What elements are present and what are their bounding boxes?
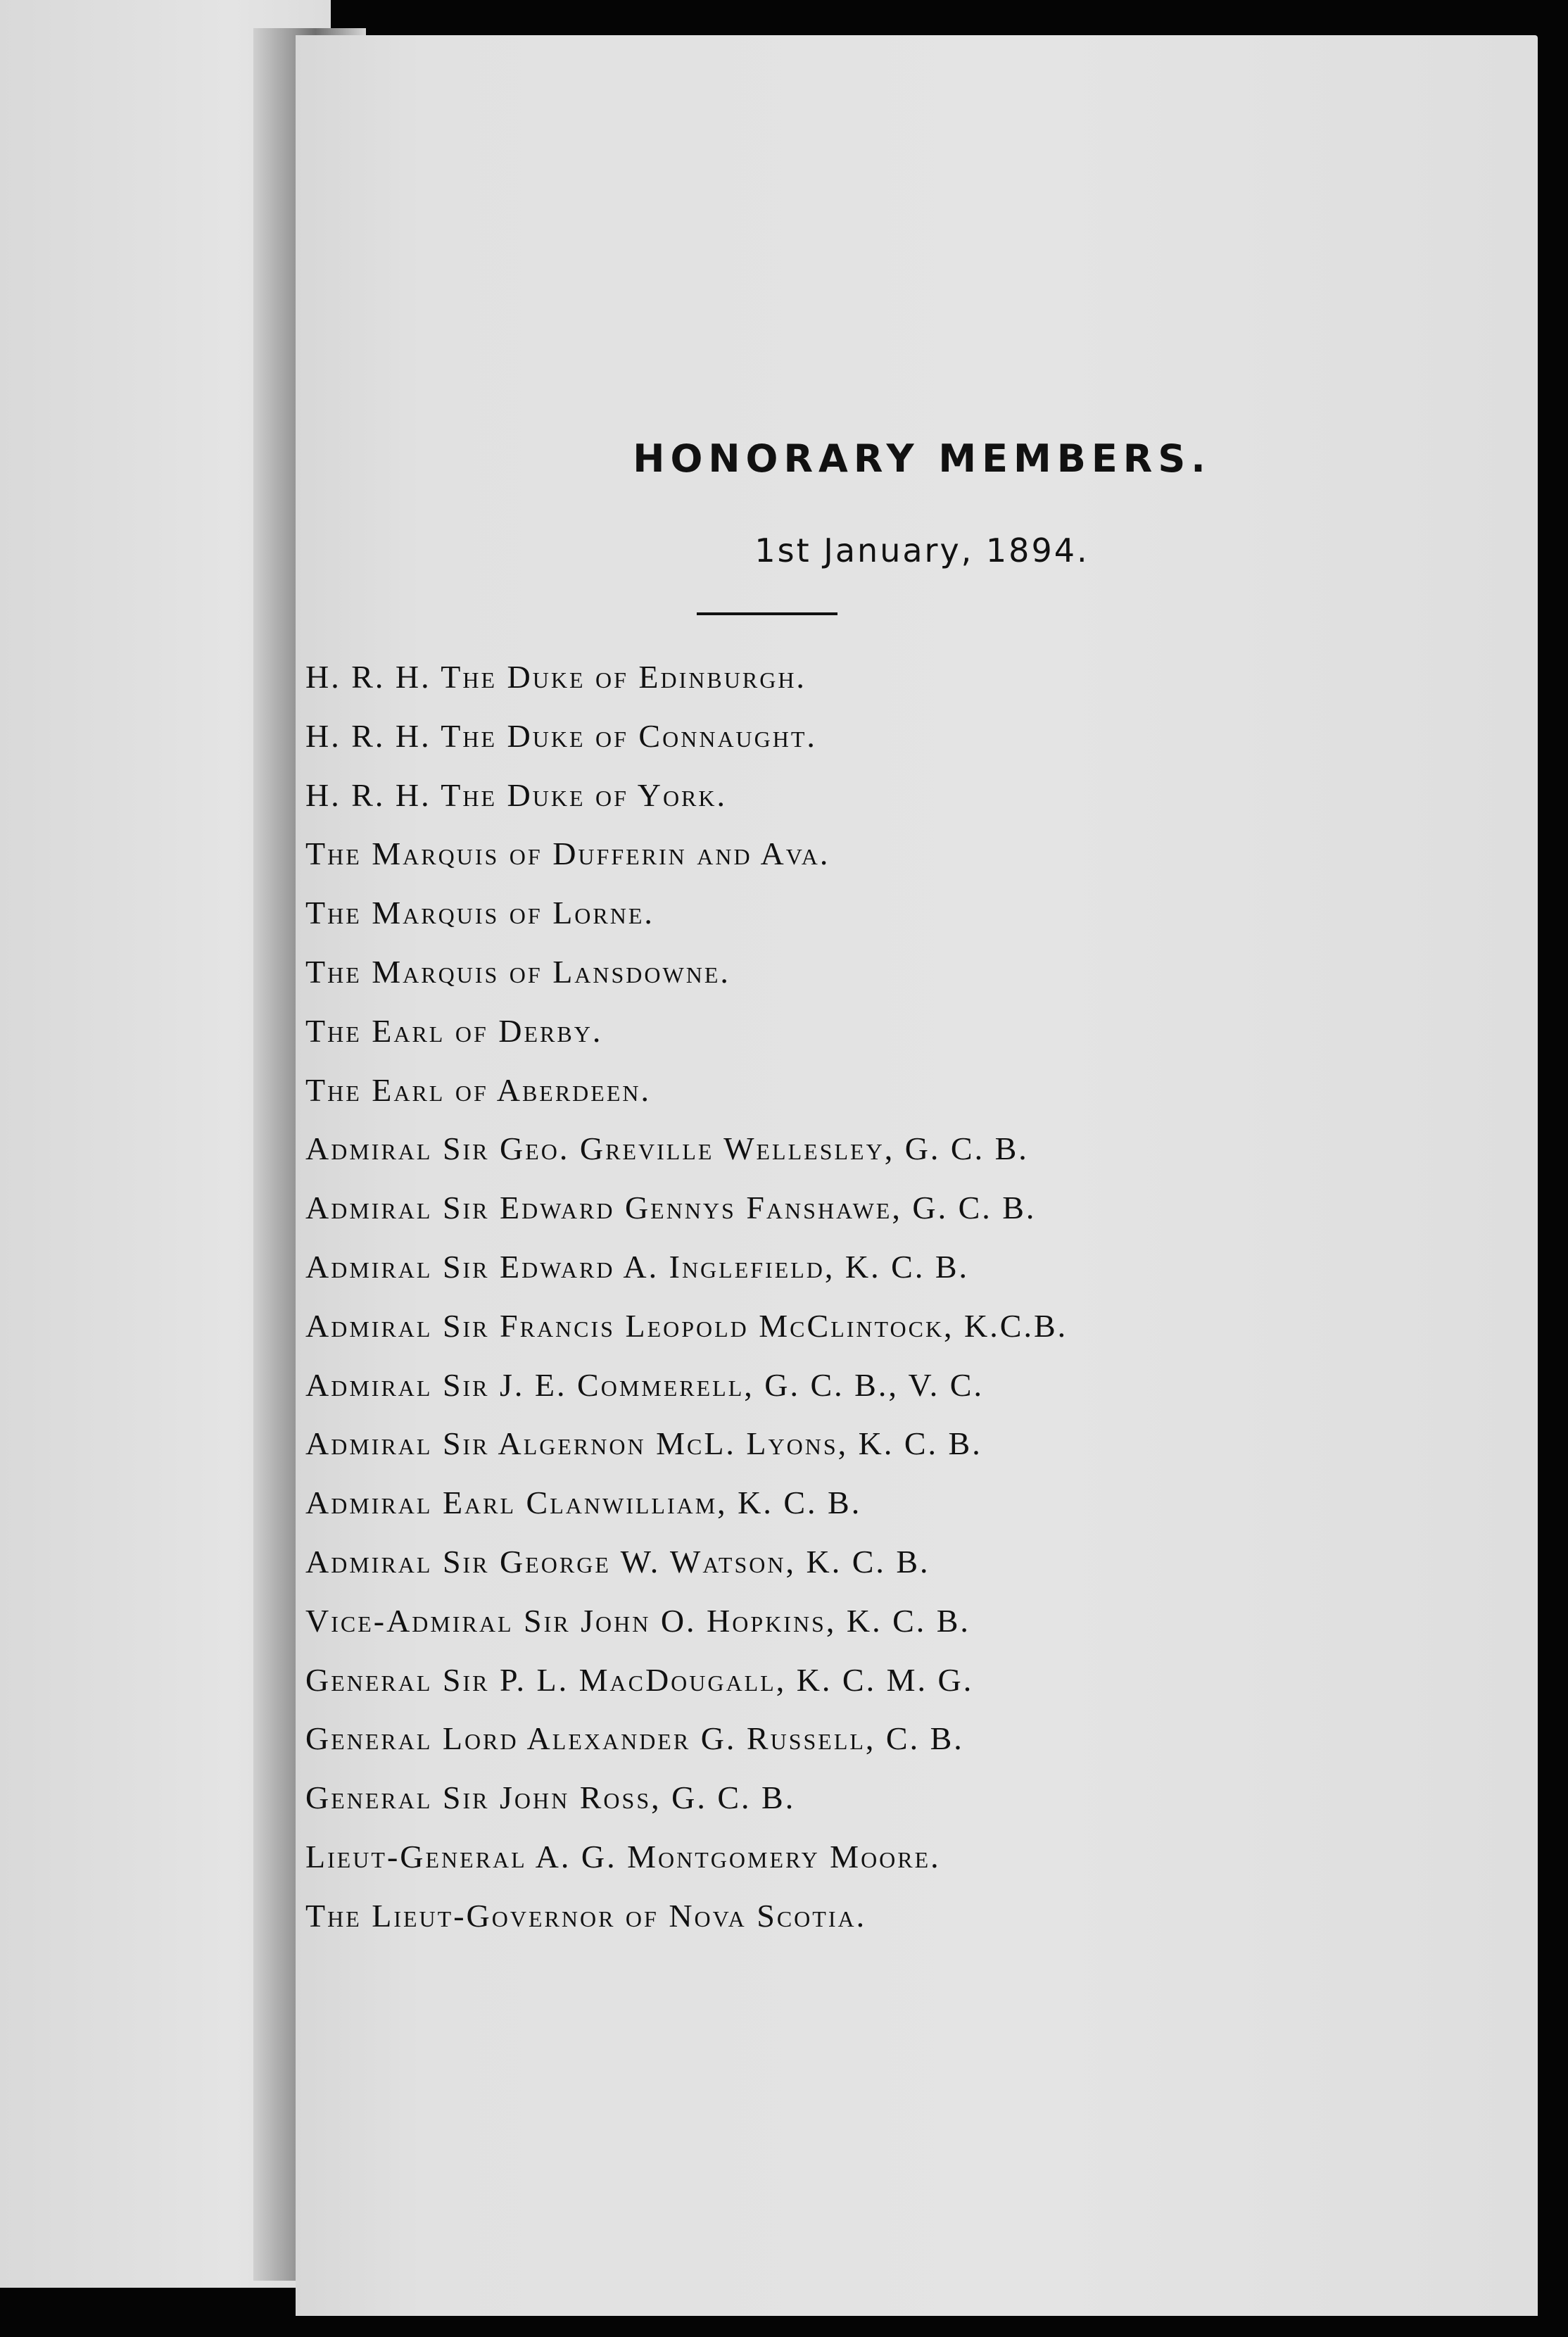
list-item: H. R. H. The Duke of York. [305,776,728,813]
list-item: The Lieut-Governor of Nova Scotia. [305,1897,867,1934]
list-item: The Marquis of Lorne. [305,895,655,931]
list-item: General Sir P. L. MacDougall, K. C. M. G. [305,1661,974,1698]
list-item: Admiral Sir Francis Leopold McClintock, K.C.B. [305,1307,1068,1344]
list-item: The Marquis of Dufferin and Ava. [305,836,830,872]
list-item: General Sir John Ross, G. C. B. [305,1779,796,1816]
list-item: The Marquis of Lansdowne. [305,953,731,990]
list-item: Admiral Sir Edward A. Inglefield, K. C. B. [305,1248,969,1285]
list-item: H. R. H. The Duke of Edinburgh. [305,659,807,695]
page-content [296,35,1538,2316]
page-title: HONORARY MEMBERS. [633,436,1211,481]
list-item: Admiral Earl Clanwilliam, K. C. B. [305,1485,862,1521]
list-item: General Lord Alexander G. Russell, C. B. [305,1720,964,1757]
list-item: Vice-Admiral Sir John O. Hopkins, K. C. B. [305,1602,970,1639]
list-item: H. R. H. The Duke of Connaught. [305,717,817,754]
list-item: The Earl of Derby. [305,1012,603,1049]
list-item: Admiral Sir Geo. Greville Wellesley, G. C. B. [305,1130,1029,1167]
right-page [296,35,1538,2316]
list-item: Admiral Sir J. E. Commerell, G. C. B., V. C. [305,1366,984,1403]
list-item: The Earl of Aberdeen. [305,1071,651,1108]
list-item: Admiral Sir Algernon McL. Lyons, K. C. B. [305,1425,982,1462]
divider-rule [697,612,837,615]
members-list [305,648,1502,1946]
list-item: Lieut-General A. G. Montgomery Moore. [305,1838,941,1875]
list-date: 1st January, 1894. [754,531,1089,569]
list-item: Admiral Sir Edward Gennys Fanshawe, G. C. B. [305,1190,1037,1226]
list-item: Admiral Sir George W. Watson, K. C. B. [305,1543,930,1580]
